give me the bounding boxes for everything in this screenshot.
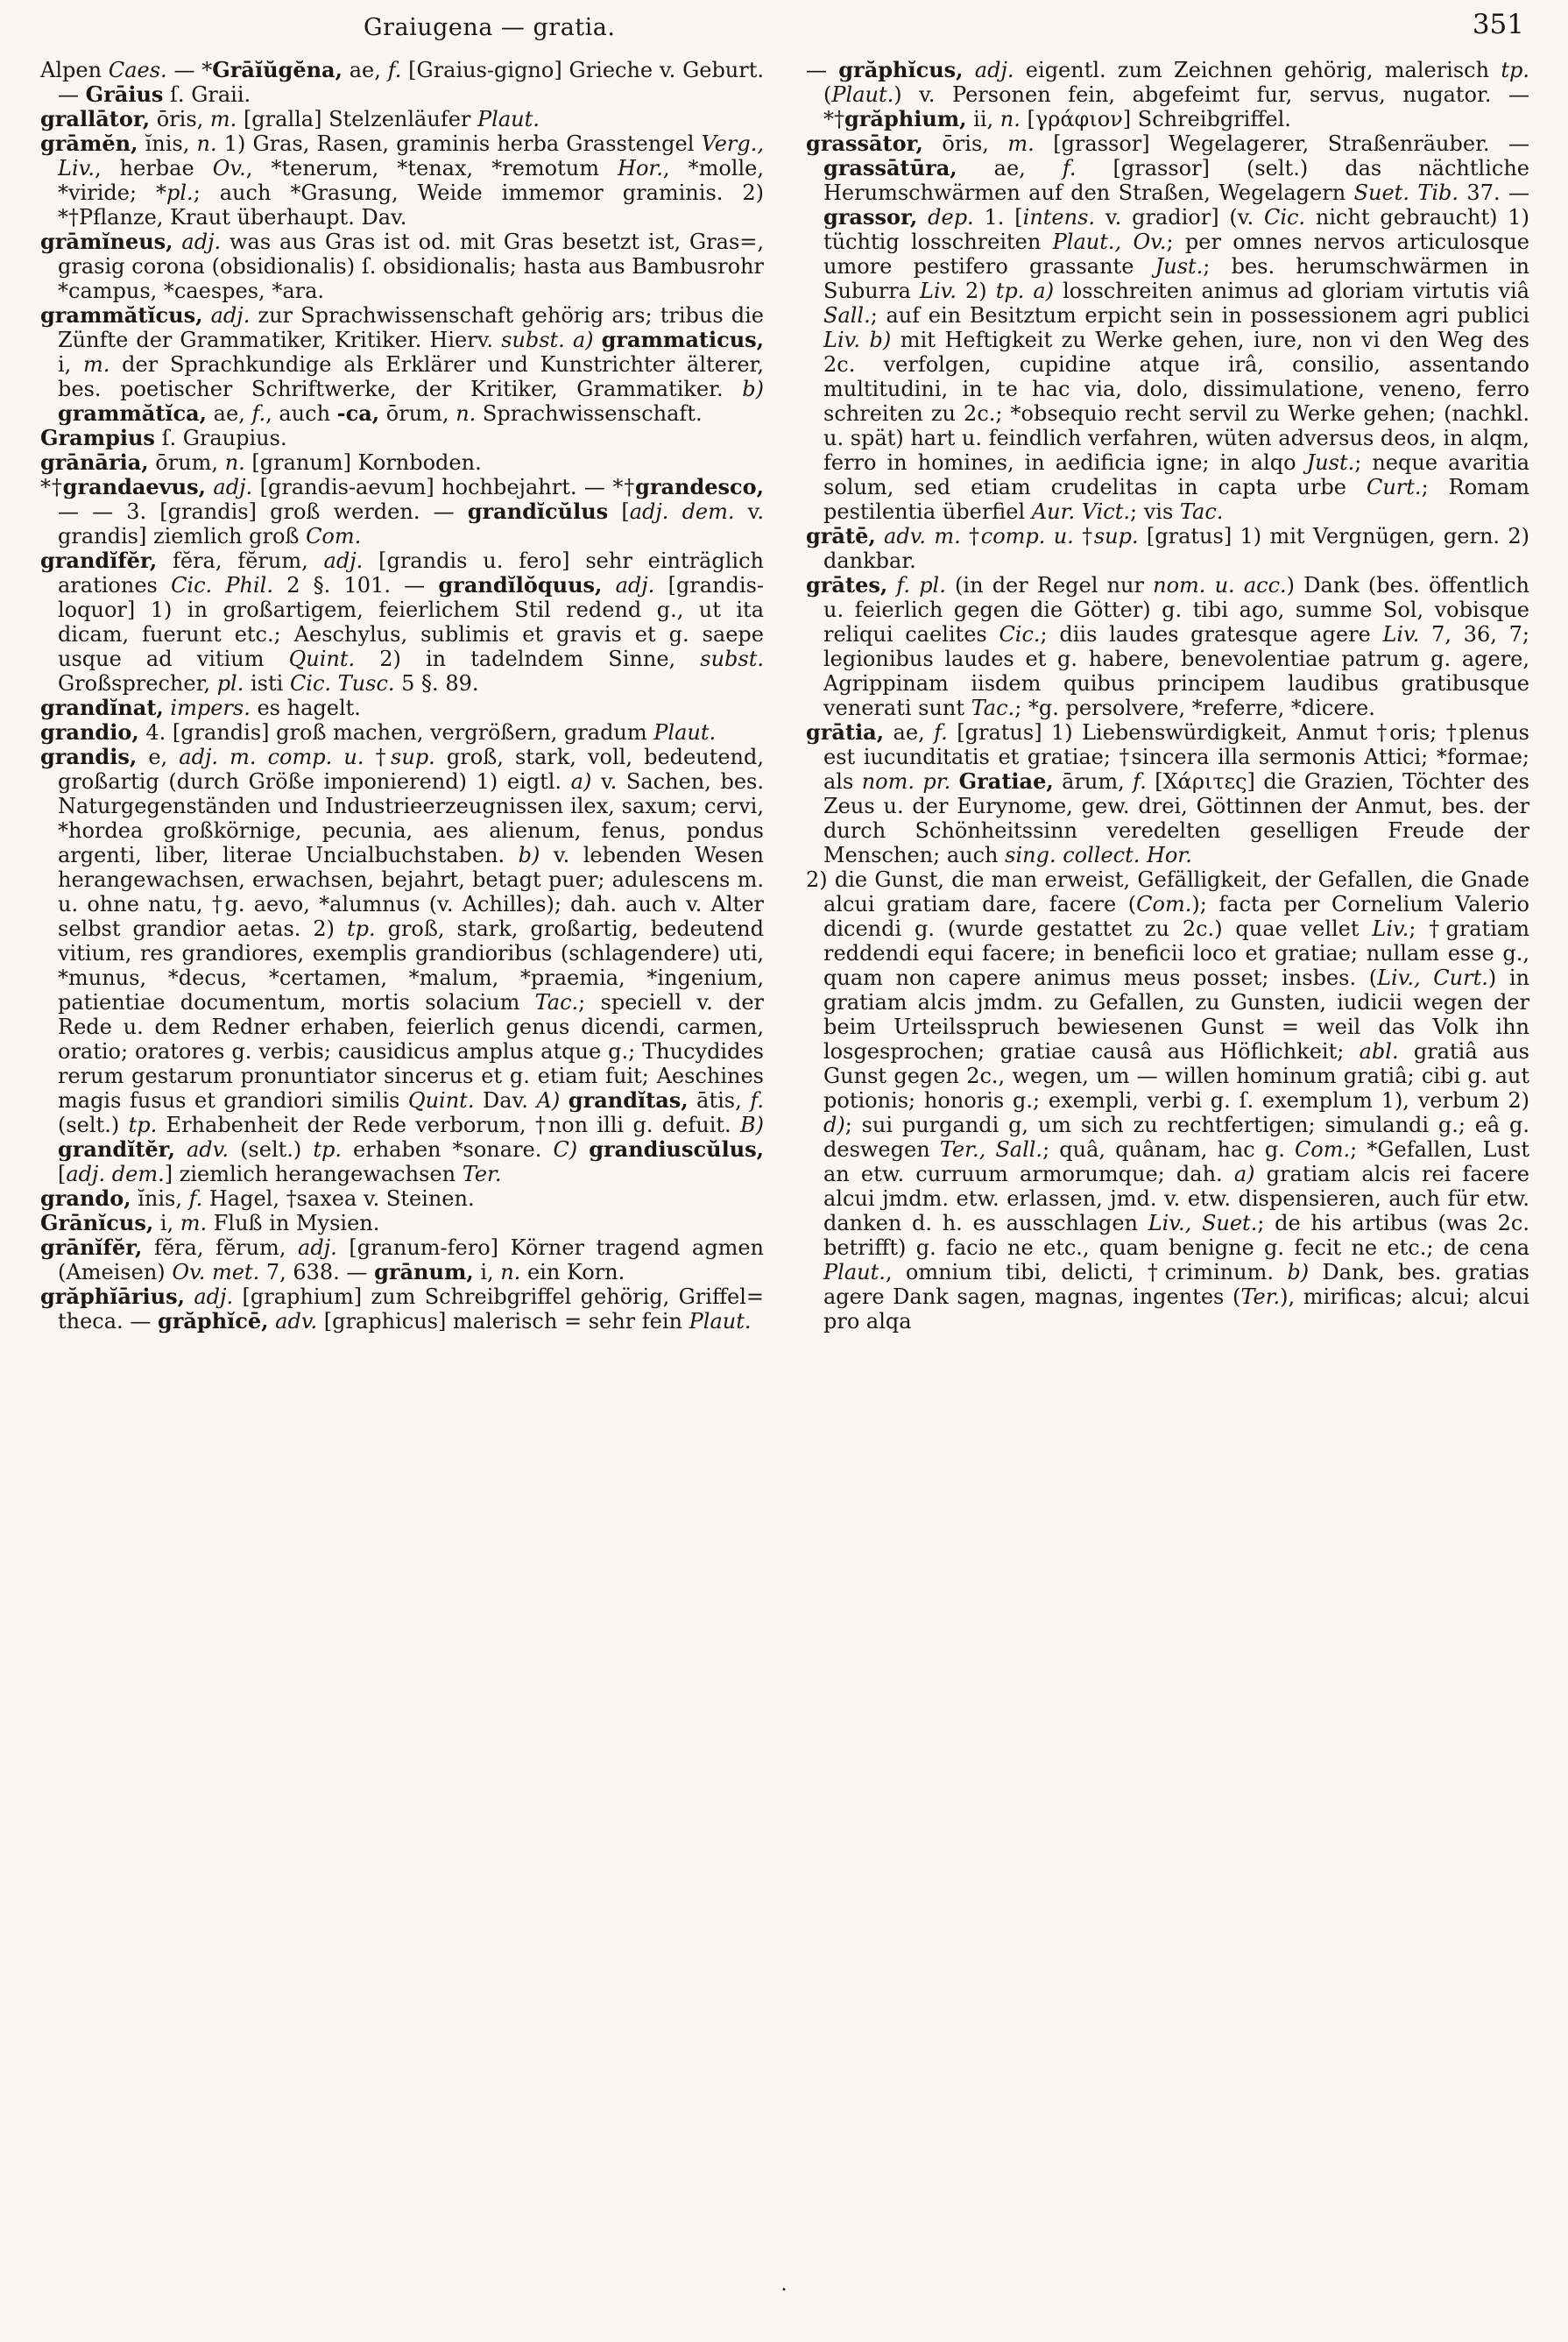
dictionary-entry: grassātor, ōris, m. [grassor] Wegelagerer, Straßenräuber. — grassātūra, ae, f. [grassor] (selt.) das nächtliche Herumschwärmen auf den Straßen, Wegelagern Suet. Tib. 37. — grassor, dep. 1. [intens. v. gradior] (v. Cic. nicht gebraucht) 1) tüchtig losschreiten Plaut., Ov.; per omnes nervos articulosque umore pestifero grassante Just.; bes. herumschwärmen in Suburra Liv. 2) tp. a) losschreiten animus ad gloriam virtutis viâ Sall.; auf ein Besitztum erpicht sein in possessionem agri publici Liv. b) mit Heftigkeit zu Werke gehen, iure, non vi den Weg des 2c. verfolgen, cupidine atque irâ, consilio, assentando multitudini, in te hac via, dolo, dissimulatione, veneno, ferro schreiten zu 2c.; *obsequio recht servil zu Werke gehen; (nachkl. u. spät) hart u. feindlich verfahren, wüten adversus deos, in alqm, ferro in homines, in aedificia igne; in alqo Just.; neque avaritia solum, sed etiam crudelitas in capta urbe Curt.; Romam pestilentia überfiel Aur. Vict.; vis Tac. <box>806 131 1530 524</box>
dictionary-entry: grandĭnat, impers. es hagelt. <box>40 695 361 720</box>
dictionary-entry: grandio, 4. [grandis] groß machen, vergrößern, gradum Plaut. <box>40 719 717 745</box>
running-title: Graiugena — gratia. <box>364 14 616 41</box>
dictionary-entry: grāmĭneus, adj. was aus Gras ist od. mit Gras besetzt ist, Gras=, grasig corona (obsidionalis) ſ. obsidionalis; hasta aus Bambusrohr *campus, *caespes, *ara. <box>40 229 764 303</box>
page-number: 351 <box>1472 9 1524 40</box>
dictionary-entry: *†grandaevus, adj. [grandis-aevum] hochbejahrt. — *†grandesco, — — 3. [grandis] groß werden. — grandĭcŭlus [adj. dem. v. grandis] ziemlich groß Com. <box>40 474 765 548</box>
dictionary-entry: Grampius ſ. Graupius. <box>40 425 287 450</box>
dictionary-entry: grātia, ae, f. [gratus] 1) Liebenswürdigkeit, Anmut †oris; †plenus est iucunditatis et gratiae; †sincera illa sermonis Attici; *formae; als nom. pr. Gratiae, ārum, f. [Χάριτες] die Grazien, Töchter des Zeus u. der Eurynome, gew. drei, Göttinnen der Anmut, bes. der durch Schönheitssinn veredelten geselligen Freude der Menschen; auch sing. collect. Hor. <box>806 719 1529 867</box>
dictionary-entry: grallātor, ōris, m. [gralla] Stelzenläufer Plaut. <box>40 106 540 131</box>
dictionary-entry: Grānĭcus, i, m. Fluß in Mysien. <box>40 1210 380 1235</box>
dictionary-entry: grammătĭcus, adj. zur Sprachwissenschaft gehörig ars; tribus die Zünfte der Grammatiker, Kritiker. Hierv. subst. a) grammaticus, i, m. der Sprachkundige als Erklärer und Kunstrichter älterer, bes. poetischer Schriftwerke, der Kritiker, Grammatiker. b) grammătĭca, ae, f., auch -ca, ōrum, n. Sprachwissenschaft. <box>40 302 765 426</box>
dictionary-entry: Alpen Caes. — *Grāĭŭgĕna, ae, f. [Graius-gigno] Grieche v. Geburt. — Grāius ſ. Graii. <box>40 57 765 107</box>
page-header <box>0 0 1568 54</box>
dictionary-entry: grātes, f. pl. (in der Regel nur nom. u. acc.) Dank (bes. öffentlich u. feierlich gegen die Götter) g. tibi ago, summe Sol, vobisque reliqui caelites Cic.; diis laudes gratesque agere Liv. 7, 36, 7; legionibus laudes et g. habere, benevolentiae patrum g. agere, Agrippinam iisdem quibus principem laudibus gratibusque venerati sunt Tac.; *g. persolvere, *referre, *dicere. <box>806 572 1530 720</box>
dictionary-entry: grāmĕn, ĭnis, n. 1) Gras, Rasen, graminis herba Grasstengel Verg., Liv., herbae Ov., *tenerum, *tenax, *remotum Hor., *molle, *viride; *pl.; auch *Grasung, Weide immemor graminis. 2) *†Pflanze, Kraut überhaupt. Dav. <box>40 131 764 230</box>
dictionary-entry: grăphĭārius, adj. [graphium] zum Schreibgriffel gehörig, Griffel= theca. — grăphĭcē, adv. [graphicus] malerisch = sehr fein Plaut. <box>40 1284 764 1334</box>
dictionary-entry: grandĭfĕr, fĕra, fĕrum, adj. [grandis u. fero] sehr einträglich arationes Cic. Phil. 2 §. 101. — grandĭlŏquus, adj. [grandis-loquor] 1) in großartigem, feierlichem Stil redend g., ut ita dicam, fuerunt etc.; Aeschylus, sublimis et gravis et g. saepe usque ad vitium Quint. 2) in tadelndem Sinne, subst. Großsprecher, pl. isti Cic. Tusc. 5 §. 89. <box>40 548 765 696</box>
dictionary-entry: grandis, e, adj. m. comp. u. †sup. groß, stark, voll, bedeutend, großartig (durch Größe imponierend) 1) eigtl. a) v. Sachen, bes. Naturgegenständen und Industrieerzeugnissen ilex, saxum; cervi, *hordea großkörnige, pecunia, aes alienum, fenus, pondus argenti, liber, literae Uncialbuchstaben. b) v. lebenden Wesen herangewachsen, erwachsen, bejahrt, betagt puer; adulescens m. u. ohne natu, †g. aevo, *alumnus (v. Achilles); dah. auch v. Alter selbst grandior aetas. 2) tp. groß, stark, großartig, bedeutend vitium, res grandiores, exemplis grandioribus (schlagendere) uti, *munus, *decus, *certamen, *malum, *praemia, *ingenium, patientiae documentum, mortis solacium Tac.; speciell v. der Rede u. dem Redner erhaben, feierlich genus dicendi, carmen, oratio; oratores g. verbis; causidicus amplus atque g.; Thucydides rerum gestarum pronuntiator sincerus et g. etiam fuit; Aeschines magis fusus et grandiori similis Quint. Dav. A) grandĭtas, ātis, f. (selt.) tp. Erhabenheit der Rede verborum, †non illi g. defuit. B) grandĭtĕr, adv. (selt.) tp. erhaben *sonare. C) grandiuscŭlus, [adj. dem.] ziemlich herangewachsen Ter. <box>40 744 765 1186</box>
signature-mark: . <box>780 2274 788 2296</box>
dictionary-entry: 2) die Gunst, die man erweist, Gefälligkeit, der Gefallen, die Gnade alcui gratiam dare, facere (Com.); facta per Cornelium Valerio dicendi g. (wurde gestattet zu 2c.) quae vellet Liv.; †gratiam reddendi equi facere; in beneficii loco et gratiae; nullam esse g., quam non capere animus meus posset; insbes. (Liv., Curt.) in gratiam alcis jmdm. zu Gefallen, zu Gunsten, iudicii wegen der beim Urteilsspruch bewiesenen Gunst = weil das Volk ihn losgesprochen; gratiae causâ aus Höflichkeit; abl. gratiâ aus Gunst gegen 2c., wegen, um — willen hominum gratiâ; cibi g. aut potionis; honoris g.; exempli, verbi g. ſ. exemplum 1), verbum 2) d); sui purgandi g, um sich zu rechtfertigen; simulandi g.; eâ g. deswegen Ter., Sall.; quâ, quânam, hac g. Com.; *Gefallen, Lust an etw. curruum armorumque; dah. a) gratiam alcis rei facere alcui jmdm. etw. erlassen, jmd. v. etw. dispensieren, auch für etw. danken d. h. es ausschlagen Liv., Suet.; de his artibus (was 2c. betrifft) g. facio ne etc., quam benigne g. fecit ne etc.; de cena Plaut., omnium tibi, delicti, †criminum. b) Dank, bes. gratias agere Dank sagen, magnas, ingentes (Ter.), mirificas; alcui; alcui pro alqa <box>806 867 1530 1334</box>
left-column <box>40 58 764 1334</box>
dictionary-entry: grānāria, ōrum, n. [granum] Kornboden. <box>40 449 482 475</box>
dictionary-entry: grātē, adv. m. †comp. u. †sup. [gratus] 1) mit Vergnügen, gern. 2) dankbar. <box>806 523 1529 573</box>
dictionary-entry: — grăphĭcus, adj. eigentl. zum Zeichnen gehörig, malerisch tp. (Plaut.) v. Personen fein, abgefeimt fur, servus, nugator. — *†grăphium, ii, n. [γράφιον] Schreibgriffel. <box>806 57 1529 131</box>
dictionary-entry: grando, ĭnis, f. Hagel, †saxea v. Steinen. <box>40 1185 475 1211</box>
right-column <box>806 58 1529 1334</box>
dictionary-entry: grānĭfĕr, fĕra, fĕrum, adj. [granum-fero] Körner tragend agmen (Ameisen) Ov. met. 7, 638. — grānum, i, n. ein Korn. <box>40 1235 764 1284</box>
text-columns <box>0 54 1568 1334</box>
